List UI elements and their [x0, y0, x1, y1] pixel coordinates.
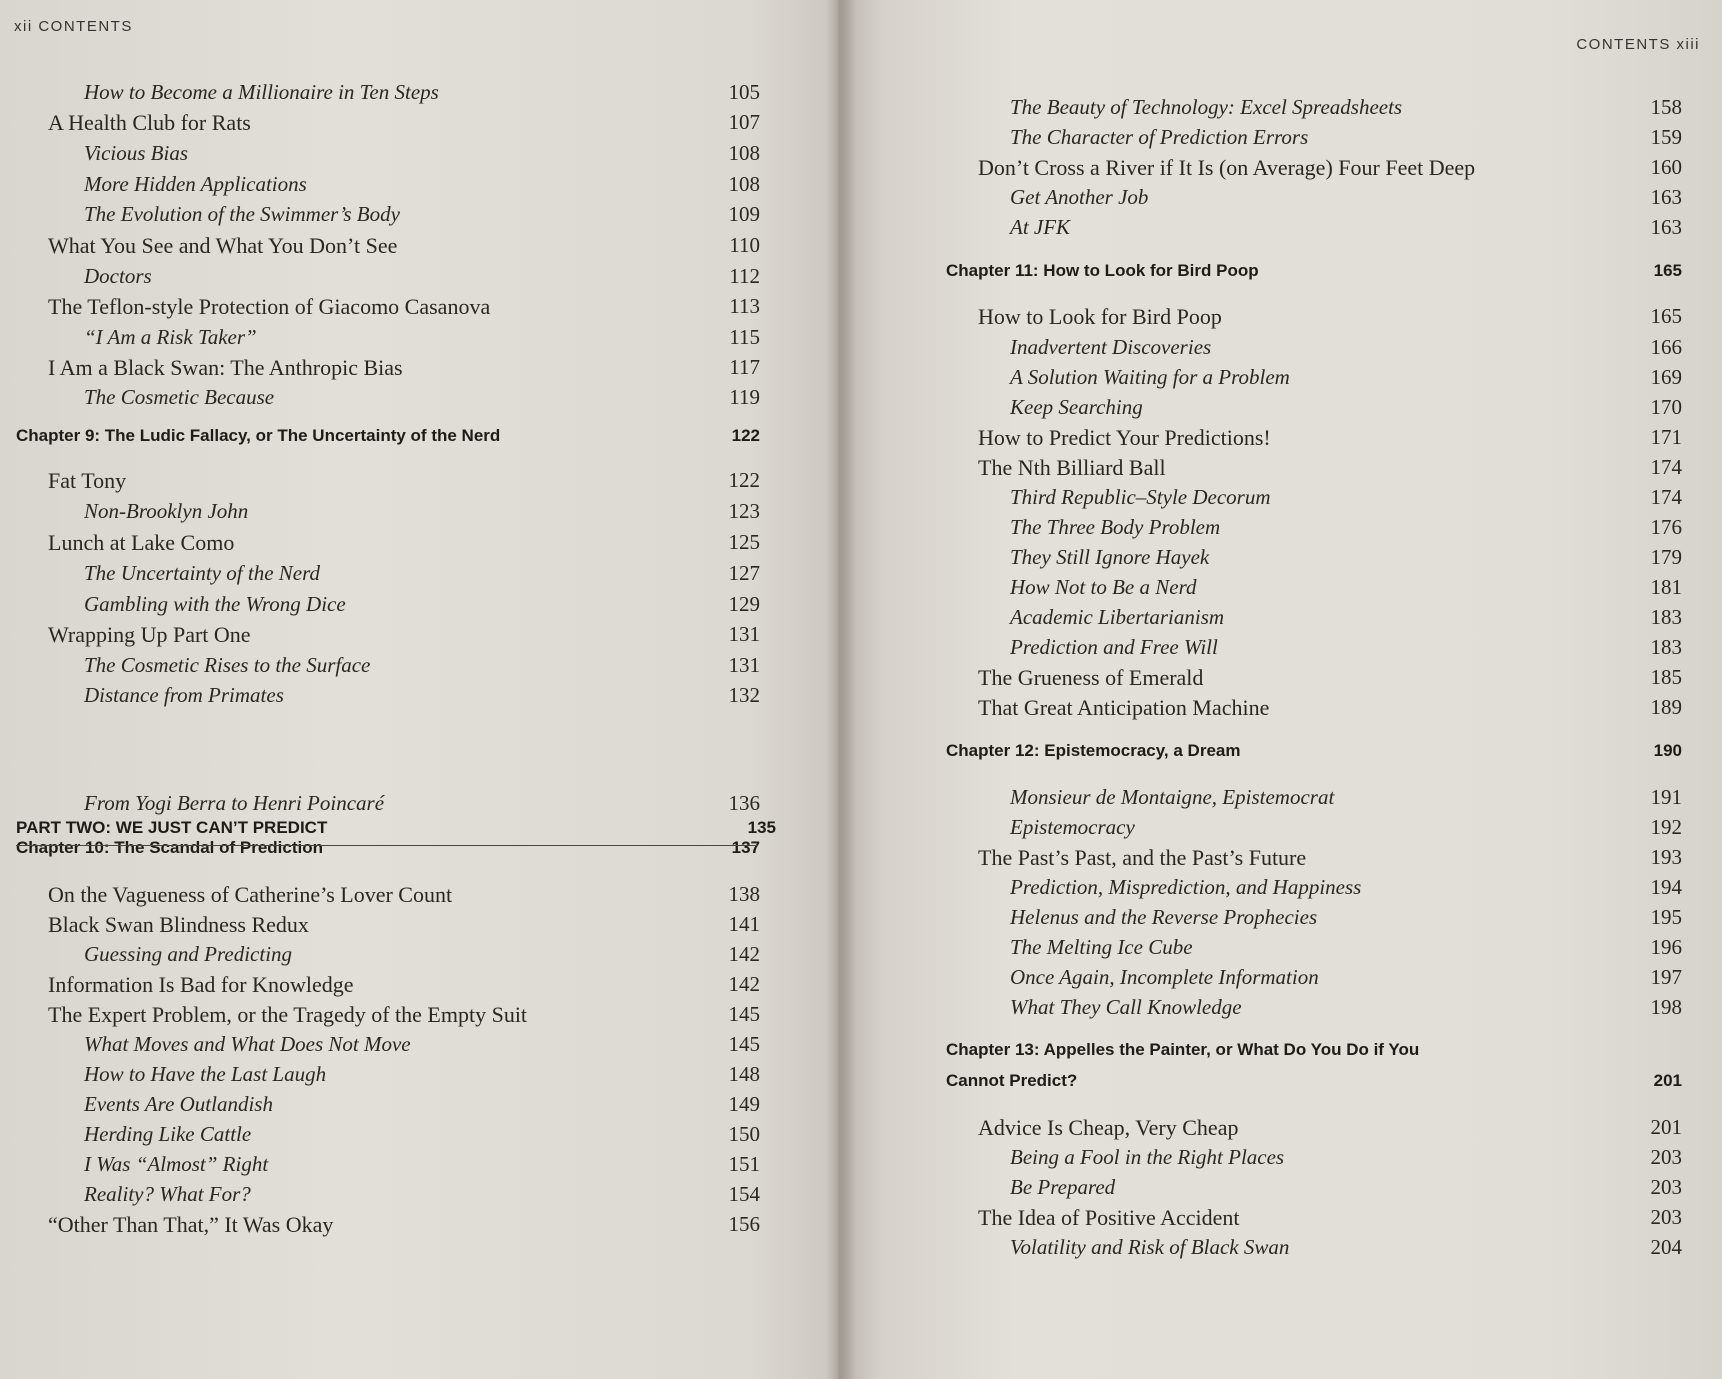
entry-title: The Character of Prediction Errors — [1010, 125, 1309, 149]
entry-title: How to Look for Bird Poop — [978, 304, 1222, 329]
entry-title: Doctors — [84, 264, 152, 288]
page-number: 158 — [1650, 95, 1682, 119]
page-number: 137 — [731, 838, 760, 857]
chapter-title: Chapter 10: The Scandal of Prediction — [16, 838, 324, 857]
page-number: 149 — [728, 1092, 760, 1116]
page-number: 125 — [728, 530, 760, 554]
entry-title: What They Call Knowledge — [1010, 995, 1242, 1019]
page-number: 163 — [1650, 185, 1682, 209]
chapter-title: Chapter 11: How to Look for Bird Poop — [946, 261, 1259, 280]
entry-title: The Cosmetic Because — [84, 385, 275, 409]
entry-title: Once Again, Incomplete Information — [1010, 965, 1319, 989]
entry-title: Advice Is Cheap, Very Cheap — [978, 1115, 1239, 1140]
entry-title: The Expert Problem, or the Tragedy of the Empty Suit — [48, 1002, 528, 1027]
page-number: 171 — [1650, 425, 1682, 449]
entry-title: The Melting Ice Cube — [1010, 935, 1193, 959]
page-number: 165 — [1650, 304, 1682, 328]
page-number: 119 — [729, 385, 760, 409]
chapter-title: Chapter 9: The Ludic Fallacy, or The Uncertainty of the Nerd — [16, 426, 501, 445]
entry-title: At JFK — [1010, 215, 1071, 239]
entry-title: Herding Like Cattle — [84, 1122, 252, 1146]
entry-title: Volatility and Risk of Black Swan — [1010, 1235, 1290, 1259]
part-title: PART TWO: WE JUST CAN’T PREDICT — [16, 818, 328, 837]
entry-title: They Still Ignore Hayek — [1010, 545, 1210, 569]
entry-title: The Three Body Problem — [1010, 515, 1221, 539]
entry-title: A Health Club for Rats — [48, 110, 251, 135]
page-number: 127 — [728, 561, 760, 585]
entry-title: Helenus and the Reverse Prophecies — [1010, 905, 1318, 929]
page-number: 198 — [1650, 995, 1682, 1019]
entry-title: I Am a Black Swan: The Anthropic Bias — [48, 355, 403, 380]
page-number: 174 — [1650, 485, 1682, 509]
entry-title: Being a Fool in the Right Places — [1010, 1145, 1285, 1169]
page-number: 195 — [1650, 905, 1682, 929]
entry-title: More Hidden Applications — [84, 172, 307, 196]
page-number: 113 — [729, 294, 760, 318]
entry-title: Inadvertent Discoveries — [1010, 335, 1212, 359]
entry-title: How to Predict Your Predictions! — [978, 425, 1271, 450]
right-toc — [838, 0, 1722, 1379]
entry-title: Vicious Bias — [84, 141, 189, 165]
entry-title: Non-Brooklyn John — [84, 499, 249, 523]
page-number: 176 — [1650, 515, 1682, 539]
page-number: 201 — [1653, 1071, 1682, 1090]
entry-title: Be Prepared — [1010, 1175, 1116, 1199]
page-number: 136 — [728, 791, 760, 815]
entry-title: Fat Tony — [48, 468, 127, 493]
page-number: 191 — [1650, 785, 1682, 809]
entry-title: The Cosmetic Rises to the Surface — [84, 653, 371, 677]
page-number: 145 — [728, 1002, 760, 1026]
page-number: 117 — [729, 355, 760, 379]
page-number: 110 — [729, 233, 760, 257]
entry-title: Events Are Outlandish — [84, 1092, 273, 1116]
page-number: 122 — [731, 426, 760, 445]
entry-title: The Past’s Past, and the Past’s Future — [978, 845, 1307, 870]
entry-title: The Nth Billiard Ball — [978, 455, 1166, 480]
page-number: 192 — [1650, 815, 1682, 839]
page-number: 183 — [1650, 635, 1682, 659]
entry-title: What You See and What You Don’t See — [48, 233, 398, 258]
entry-title: The Grueness of Emerald — [978, 665, 1204, 690]
entry-title: Monsieur de Montaigne, Epistemocrat — [1010, 785, 1335, 809]
book-gutter — [826, 0, 856, 1379]
entry-title: Gambling with the Wrong Dice — [84, 592, 346, 616]
page-number: 163 — [1650, 215, 1682, 239]
chapter-title: Chapter 12: Epistemocracy, a Dream — [946, 741, 1241, 760]
entry-title: From Yogi Berra to Henri Poincaré — [84, 791, 385, 815]
entry-title: “I Am a Risk Taker” — [84, 325, 257, 349]
chapter-title: Cannot Predict? — [946, 1071, 1078, 1090]
entry-title: The Idea of Positive Accident — [978, 1205, 1240, 1230]
page-number: 138 — [728, 882, 760, 906]
entry-title: On the Vagueness of Catherine’s Lover Count — [48, 882, 453, 907]
page-number: 196 — [1650, 935, 1682, 959]
page-number: 108 — [728, 141, 760, 165]
page-number: 105 — [728, 80, 760, 104]
page-number: 165 — [1653, 261, 1682, 280]
page-number: 179 — [1650, 545, 1682, 569]
page-number: 194 — [1650, 875, 1682, 899]
left-running-head: xii CONTENTS — [14, 18, 133, 35]
page-number: 190 — [1653, 741, 1682, 760]
page-number: 142 — [728, 942, 760, 966]
entry-title: Reality? What For? — [84, 1182, 251, 1206]
entry-title: Prediction and Free Will — [1010, 635, 1218, 659]
page-number: 145 — [728, 1032, 760, 1056]
entry-title: Epistemocracy — [1010, 815, 1135, 839]
page-number: 154 — [728, 1182, 760, 1206]
page-number: 204 — [1650, 1235, 1682, 1259]
entry-title: Academic Libertarianism — [1010, 605, 1225, 629]
entry-title: Information Is Bad for Knowledge — [48, 972, 354, 997]
entry-title: What Moves and What Does Not Move — [84, 1032, 411, 1056]
page-number: 201 — [1650, 1115, 1682, 1139]
page-number: 115 — [729, 325, 760, 349]
page-number: 141 — [728, 912, 760, 936]
entry-title: How to Become a Millionaire in Ten Steps — [84, 80, 439, 104]
entry-title: I Was “Almost” Right — [84, 1152, 269, 1176]
part-page: 135 — [747, 818, 776, 837]
entry-title: Keep Searching — [1010, 395, 1143, 419]
page-number: 131 — [728, 653, 760, 677]
page-number: 112 — [729, 264, 760, 288]
entry-title: Distance from Primates — [84, 683, 284, 707]
left-page — [0, 0, 850, 1379]
page-number: 150 — [728, 1122, 760, 1146]
entry-title: A Solution Waiting for a Problem — [1010, 365, 1290, 389]
left-toc — [0, 0, 850, 1379]
right-running-head: CONTENTS xiii — [1576, 36, 1700, 53]
page-number: 159 — [1650, 125, 1682, 149]
page-number: 129 — [728, 592, 760, 616]
page-number: 181 — [1650, 575, 1682, 599]
page-number: 185 — [1650, 665, 1682, 689]
entry-title: Wrapping Up Part One — [48, 622, 251, 647]
part-rule — [16, 845, 758, 846]
entry-title: Black Swan Blindness Redux — [48, 912, 309, 937]
page-number: 142 — [728, 972, 760, 996]
page-number: 109 — [728, 202, 760, 226]
page-number: 131 — [728, 622, 760, 646]
page-number: 193 — [1650, 845, 1682, 869]
page-number: 156 — [728, 1212, 760, 1236]
entry-title: The Teflon-style Protection of Giacomo Casanova — [48, 294, 491, 319]
entry-title: Prediction, Misprediction, and Happiness — [1010, 875, 1362, 899]
entry-title: How to Have the Last Laugh — [84, 1062, 327, 1086]
page-number: 166 — [1650, 335, 1682, 359]
page-number: 108 — [728, 172, 760, 196]
page-number: 151 — [728, 1152, 760, 1176]
page-number: 189 — [1650, 695, 1682, 719]
page-number: 203 — [1650, 1175, 1682, 1199]
entry-title: “Other Than That,” It Was Okay — [48, 1212, 334, 1237]
page-number: 170 — [1650, 395, 1682, 419]
page-number: 132 — [728, 683, 760, 707]
entry-title: Get Another Job — [1010, 185, 1149, 209]
entry-title: That Great Anticipation Machine — [978, 695, 1270, 720]
page-number: 122 — [728, 468, 760, 492]
page-number: 107 — [728, 110, 760, 134]
entry-title: Lunch at Lake Como — [48, 530, 235, 555]
entry-title: The Uncertainty of the Nerd — [84, 561, 321, 585]
entry-title: The Evolution of the Swimmer’s Body — [84, 202, 400, 226]
entry-title: Third Republic–Style Decorum — [1010, 485, 1271, 509]
page-number: 203 — [1650, 1205, 1682, 1229]
page-number: 203 — [1650, 1145, 1682, 1169]
entry-title: Guessing and Predicting — [84, 942, 293, 966]
page-number: 197 — [1650, 965, 1682, 989]
page-number: 160 — [1650, 155, 1682, 179]
page-number: 169 — [1650, 365, 1682, 389]
entry-title: The Beauty of Technology: Excel Spreadsheets — [1010, 95, 1403, 119]
page-number: 123 — [728, 499, 760, 523]
page-number: 174 — [1650, 455, 1682, 479]
page-number: 183 — [1650, 605, 1682, 629]
chapter-title: Chapter 13: Appelles the Painter, or What Do You Do if You — [946, 1040, 1420, 1059]
entry-title: How Not to Be a Nerd — [1010, 575, 1197, 599]
page-number: 148 — [728, 1062, 760, 1086]
entry-title: Don’t Cross a River if It Is (on Average) Four Feet Deep — [978, 155, 1476, 180]
right-page — [838, 0, 1722, 1379]
